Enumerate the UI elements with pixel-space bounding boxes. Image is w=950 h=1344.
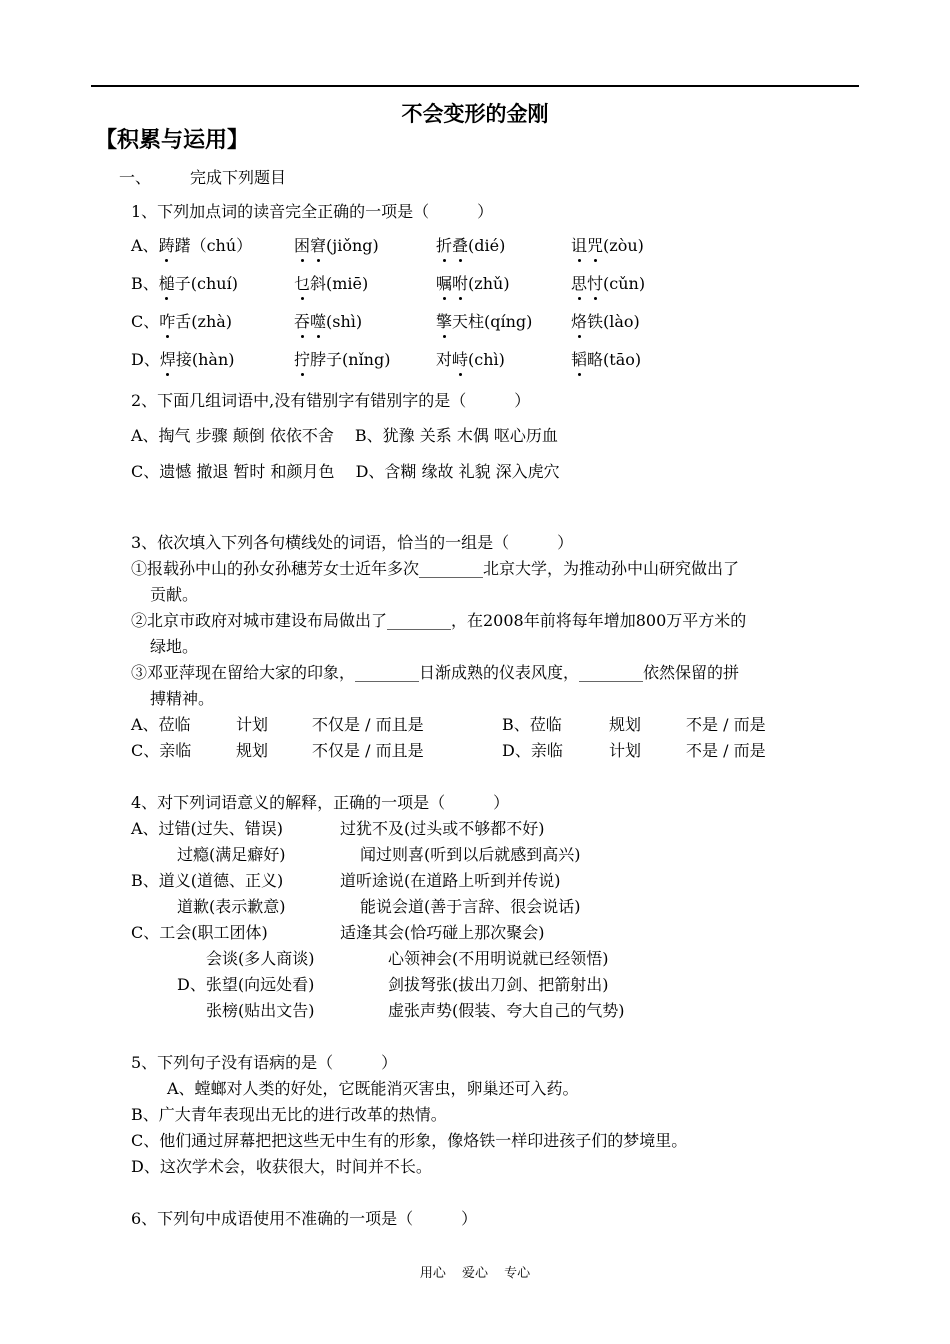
part-number: 一、 (119, 168, 152, 187)
q5-option-a: A、螳螂对人类的好处，它既能消灭害虫，卵巢还可入药。 (167, 1079, 579, 1098)
q1-option-a-3: 折叠(dié) (436, 236, 506, 255)
q3-option-c-word3: 不仅是 / 而且是 (312, 741, 424, 760)
q1-option-c-3: 擎天柱(qíng) (436, 312, 533, 331)
q4-row-def: 虚张声势(假装、夸大自己的气势) (388, 1001, 625, 1020)
q2-options-ab: A、掏气 步骤 颠倒 依依不舍 B、犹豫 关系 木偶 呕心历血 (131, 426, 558, 445)
q1-option-c-4: 烙铁(lào) (571, 312, 640, 331)
section-heading: 【积累与运用】 (95, 128, 250, 153)
q1-option-c-2: 吞噬(shì) (294, 312, 363, 331)
q3-option-d: D、亲临 (502, 741, 563, 760)
q3-sentence-1: ①报载孙中山的孙女孙穗芳女士近年多次________北京大学，为推动孙中山研究做出了 (131, 559, 740, 578)
header-rule (91, 85, 859, 87)
q1-option-a-2: 困窘(jiǒng) (294, 236, 379, 255)
q4-row: 会谈(多人商谈) (206, 949, 315, 968)
q1-option-d: D、焊接(hàn) (131, 350, 235, 369)
q4-row-def: 过犹不及(过头或不够都不好) (340, 819, 545, 838)
q4-row: 过瘾(满足癖好) (177, 845, 286, 864)
q4-row: B、道义(道德、正义) (131, 871, 284, 890)
q5-option-d: D、这次学术会，收获很大，时间并不长。 (131, 1157, 432, 1176)
q3-sentence-3-cont: 搏精神。 (150, 689, 215, 708)
q3-option-a-word3: 不仅是 / 而且是 (312, 715, 424, 734)
part-label: 完成下列题目 (190, 168, 287, 187)
q2-stem: 2、下面几组词语中,没有错别字有错别字的是（ ） (131, 391, 531, 410)
q3-sentence-2-cont: 绿地。 (150, 637, 199, 656)
q4-row: 张榜(贴出文告) (206, 1001, 315, 1020)
q4-row: D、张望(向远处看) (177, 975, 315, 994)
footer-text: 专心 (504, 1266, 531, 1281)
q4-row: A、过错(过失、错误) (131, 819, 284, 838)
q1-option-a: A、踌躇（chú） (131, 236, 253, 255)
q3-stem: 3、依次填入下列各句横线处的词语，恰当的一组是（ ） (131, 533, 574, 552)
q3-option-a: A、莅临 (131, 715, 191, 734)
footer-text: 爱心 (461, 1266, 488, 1281)
q1-option-b: B、槌子(chuí) (131, 274, 238, 293)
q1-option-a-4: 诅咒(zòu) (571, 236, 644, 255)
q4-row-def: 能说会道(善于言辞、很会说话) (360, 897, 581, 916)
dot-char: 踌 (158, 236, 175, 255)
q3-option-a-word2: 计划 (236, 715, 269, 734)
q4-row: C、工会(职工团体) (131, 923, 268, 942)
q3-option-d-word2: 计划 (609, 741, 642, 760)
q3-option-b: B、莅临 (502, 715, 562, 734)
q4-stem: 4、对下列词语意义的解释，正确的一项是（ ） (131, 793, 510, 812)
q3-option-b-word3: 不是 / 而是 (686, 715, 766, 734)
q2-options-cd: C、遗憾 撤退 暂时 和颜月色 D、含糊 缘故 礼貌 深入虎穴 (131, 462, 560, 481)
page-footer (0, 1262, 950, 1281)
q1-option-d-2: 拧脖子(nǐng) (294, 350, 391, 369)
q4-row: 道歉(表示歉意) (177, 897, 286, 916)
q4-row-def: 道听途说(在道路上听到并传说) (340, 871, 561, 890)
q1-option-b-3: 嘱咐(zhǔ) (436, 274, 510, 293)
q4-row-def: 心领神会(不用明说就已经领悟) (388, 949, 609, 968)
q4-row-def: 闻过则喜(听到以后就感到高兴) (360, 845, 581, 864)
q1-option-d-4: 韬略(tāo) (571, 350, 642, 369)
q6-stem: 6、下列句中成语使用不准确的一项是（ ） (131, 1209, 478, 1228)
q3-option-d-word3: 不是 / 而是 (686, 741, 766, 760)
q1-option-b-2: 乜斜(miē) (294, 274, 369, 293)
footer-text: 用心 (419, 1266, 446, 1281)
q1-option-c: C、咋舌(zhà) (131, 312, 233, 331)
q3-sentence-1-cont: 贡献。 (150, 585, 199, 604)
q1-stem: 1、下列加点词的读音完全正确的一项是（ ） (131, 202, 494, 221)
page-title: 不会变形的金刚 (401, 102, 549, 126)
q5-option-c: C、他们通过屏幕把把这些无中生有的形象，像烙铁一样印进孩子们的梦境里。 (131, 1131, 688, 1150)
q3-option-b-word2: 规划 (609, 715, 642, 734)
q5-option-b: B、广大青年表现出无比的进行改革的热情。 (131, 1105, 447, 1124)
q3-option-c: C、亲临 (131, 741, 192, 760)
q4-row-def: 适逢其会(恰巧碰上那次聚会) (340, 923, 545, 942)
q5-stem: 5、下列句子没有语病的是（ ） (131, 1053, 398, 1072)
q3-sentence-3: ③邓亚萍现在留给大家的印象，________日渐成熟的仪表风度，________依然保留的拼 (131, 663, 740, 682)
q3-sentence-2: ②北京市政府对城市建设布局做出了________，在2008年前将每年增加800万平方米的 (131, 611, 747, 630)
q3-option-c-word2: 规划 (236, 741, 269, 760)
q1-option-b-4: 思忖(cǔn) (571, 274, 646, 293)
q1-option-d-3: 对峙(chì) (436, 350, 505, 369)
q4-row-def: 剑拔弩张(拔出刀剑、把箭射出) (388, 975, 609, 994)
